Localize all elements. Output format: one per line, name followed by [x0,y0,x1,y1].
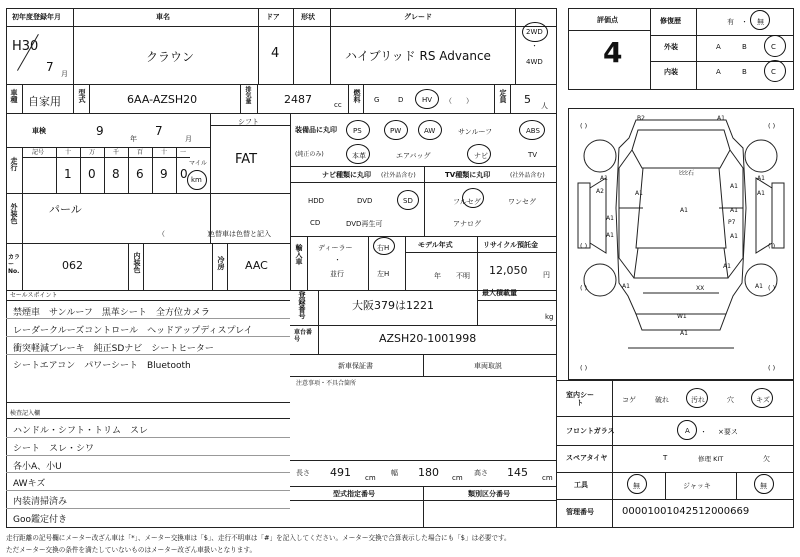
mark-a1-m10: A1 [755,283,763,290]
nav-dvd-play: DVD再生可 [346,220,383,228]
capacity-value: 5 [524,93,531,106]
mark-xx: XX [696,285,705,292]
sales-point-line-4: シートエアコン パワーシート Bluetooth [13,361,191,371]
color-no-label: カラーNo. [8,254,21,275]
drive-dot: ・ [531,42,538,50]
mark-a1-top: A1 [717,115,725,122]
mark-a1-m5: A1 [606,215,614,222]
spare-label: スペアタイヤ [566,454,608,462]
model-year-unknown: 不明 [456,272,470,280]
length-unit: cm [365,474,376,482]
import-dot: ・ [334,256,341,264]
equip-tv: TV [528,151,538,159]
glass-label: フロントガラス [566,427,615,435]
width-label: 幅 [391,469,398,477]
inspection-year-unit: 年 [130,135,137,143]
equip-abs: ABS [526,127,540,135]
interior-grade-label: 内装 [664,68,678,76]
svg-text:( ): ( ) [768,122,776,130]
car-name-label: 車名 [156,13,170,21]
import-right-h: 右H [377,244,390,252]
mark-a1-m6: A1 [606,232,614,239]
nav-sub: (社外品含む) [381,172,416,179]
equip-navi: ナビ [474,152,488,160]
model-value: 6AA-AZSH20 [127,93,198,106]
sales-points-label: セールスポイント [10,292,58,299]
management-label: 管理番号 [566,508,594,516]
plate-value: 大阪379は1221 [352,299,434,312]
mark-a1-rf: A1 [757,175,765,182]
spare-t: T [663,454,668,462]
tv-analog: アナログ [453,220,481,228]
length-value: 491 [330,466,351,479]
management-value: 0000100104251200066​9 [622,506,750,517]
inspection-month: 7 [155,124,163,138]
exterior-value: パール [49,203,82,216]
svg-text:( ): ( ) [580,122,588,130]
tv-label: TV種類に丸印 [445,171,491,179]
chassis-label: 車台番号 [294,329,313,343]
tv-fullseg: フルセグ [453,198,481,206]
model-year-label: モデル年式 [418,241,453,249]
displacement-unit: cc [334,101,342,109]
first-reg-month-unit: 月 [61,70,68,78]
mark-a1-r2: A1 [757,190,765,197]
glass-dot: ・ [700,428,707,436]
tv-oneseg: ワンセグ [508,198,536,206]
max-load-label: 最大積載量 [482,289,517,297]
mileage-digit-6: 0 [180,167,188,181]
seat-scratch: キズ [756,396,770,404]
grade-label: グレード [404,13,432,21]
seat-burn: コゲ [622,396,636,404]
mileage-label: 走行 [10,157,18,171]
equip-leather: 本革 [352,152,366,160]
unit-mile: マイル [189,160,207,167]
int-grade-b: B [742,68,747,76]
digit-header-4: 百 [137,149,144,156]
nav-sd: SD [403,197,413,205]
import-label: 輸入車 [295,244,303,265]
footer-line-1: 走行距離の記号欄にメーター改ざん車は「*」、メーター交換車は「$」、走行不明車は「#」を記入してください。メーター交換で合算表示した場合にも「$」は必要です。 [6,534,511,542]
inspector-line-2: シート スレ・シワ [13,444,95,454]
recycle-label: リサイクル預託金 [483,241,539,249]
shift-value: FAT [235,152,258,167]
digit-header-6: 一 [180,149,187,156]
nav-label: ナビ種類に丸印 [322,171,371,179]
max-load-unit: kg [545,313,554,321]
rating-label: 評価点 [597,16,618,24]
digit-header-2: 万 [89,149,96,156]
jack-label: ジャッキ [683,482,711,490]
seat-stain: 汚れ [691,396,705,404]
svg-text:( ): ( ) [580,284,588,292]
type-designation-label: 型式指定番号 [333,490,375,498]
exterior-note: 色替車は色替と記入 [208,230,271,238]
sales-point-line-1: 禁煙車 サンルーフ 黒革シート 全方位カメラ [13,308,210,318]
mark-a1-lf: A1 [600,175,608,182]
spare-kit: 修理 KIT [698,455,724,463]
glass-a: A [685,427,690,435]
glass-x: ×要ス [718,428,738,436]
color-no-value: 062 [62,259,83,272]
grade-value: ハイブリッド RS Advance [345,49,491,63]
caution-label: 注意事項・不具合箇所 [296,380,357,387]
inspector-line-4: AWキズ [13,479,46,489]
mileage-digit-4: 6 [136,167,144,181]
equip-pw: PW [390,127,402,135]
category-label: 車種 [10,89,18,103]
ext-grade-a: A [716,43,721,51]
import-left-h: 左H [377,270,390,278]
equipment-label: 装備品に丸印 [295,126,337,134]
spare-none: 欠 [763,455,770,463]
capacity-unit: 人 [541,102,548,110]
jack-value: 無 [760,482,767,490]
digit-header-5: 十 [161,149,168,156]
sales-point-line-2: レーダークルーズコントロール ヘッドアップディスプレイ [13,326,253,336]
shift-label: シフト [238,118,259,126]
inspector-line-1: ハンドル・シフト・トリム スレ [13,426,149,436]
capacity-label: 定員 [499,89,507,103]
repair-no: 無 [757,18,764,26]
circle-hv [415,89,439,109]
tools-value: 無 [633,482,640,490]
mileage-digit-3: 8 [112,167,120,181]
mileage-digit-1: 1 [64,167,72,181]
svg-text:( ): ( ) [768,364,776,372]
mark-a1-m8: A1 [723,263,731,270]
repair-dot: ・ [741,18,748,26]
car-name: クラウン [146,50,195,64]
inspection-month-unit: 月 [185,135,192,143]
model-label: 型式 [78,89,86,103]
digit-header-0: 記号 [32,149,45,156]
fuel-hv: HV [422,96,433,104]
mark-a1-m2: A1 [680,207,688,214]
svg-text:( ): ( ) [580,242,588,250]
mark-a1-m9: A1 [622,283,630,290]
digit-header-1: 十 [65,149,72,156]
seat-tear: 破れ [655,396,669,404]
svg-text:( ): ( ) [768,284,776,292]
footer-line-2: ただメーター交換の条件を満たしていないものはメーター改ざん車扱いとなります。 [6,546,257,554]
import-dealer: ディーラー [318,244,353,252]
fuel-other: （ ） [445,97,473,105]
exterior-grade-label: 外装 [664,43,678,51]
repair-label: 修復歴 [660,17,681,25]
ac-label: 冷房 [217,256,225,270]
fuel-g: G [374,96,380,104]
equipment-sub: (純正のみ) [295,151,324,158]
fuel-label: 燃料 [353,89,361,103]
tools-label: 工具 [574,481,588,489]
inspector-label: 検査記入欄 [10,410,41,417]
repair-yes: 有 [727,18,734,26]
width-value: 180 [418,466,439,479]
seat-label: 室内シート [566,391,594,407]
mark-a1-m4: A1 [730,207,738,214]
tv-sub: (社外品含む) [510,172,545,179]
int-grade-a: A [716,68,721,76]
digit-header-3: 千 [113,149,120,156]
nav-hdd: HDD [308,197,325,205]
inspection-label: 車検 [32,127,46,135]
ext-grade-b: B [742,43,747,51]
mark-w1: W1 [677,313,687,320]
door-label: ドア [266,13,280,21]
mark-a2: A2 [596,188,604,195]
fuel-d: D [398,96,404,104]
mileage-digit-5: 9 [160,167,168,181]
inspection-year: 9 [96,124,104,138]
chassis-value: AZSH20-1001998 [379,332,477,345]
nav-dvd: DVD [357,197,373,205]
width-unit: cm [452,474,463,482]
exterior-paren: （ ） [158,230,214,238]
ext-grade-c: C [771,43,776,51]
car-diagram-svg [568,108,794,380]
mark-chip: ﾋﾋﾋ石 [679,170,695,177]
interior-color-label: 内装色 [133,252,141,273]
equip-sunroof: サンルーフ [458,128,493,136]
inspector-line-6: Goo鑑定付き [13,515,67,525]
height-value: 145 [507,466,528,479]
mark-a1-m7: A1 [730,233,738,240]
equip-aw: AW [424,127,436,135]
height-unit: cm [542,474,553,482]
mark-b2: B2 [637,115,645,122]
displacement-value: 2487 [284,93,312,106]
int-grade-c: C [771,68,776,76]
unit-km: km [191,176,202,184]
nav-cd: CD [310,219,321,227]
owner-manual: 車両取説 [474,362,502,370]
mileage-digit-2: 0 [88,167,96,181]
first-reg-era: H30 [12,39,39,54]
shape-label: 形状 [301,13,315,21]
equip-airbag: エアバッグ [396,152,431,160]
mark-a1-m3: A1 [635,190,643,197]
plate-label: 登録番号 [298,291,306,319]
drive-2wd: 2WD [526,28,543,36]
rating-score: 4 [603,36,623,69]
new-warranty: 新車保証書 [338,362,373,370]
category-value: 自家用 [28,95,61,108]
svg-text:( ): ( ) [768,242,776,250]
svg-text:( ): ( ) [580,364,588,372]
seat-hole: 穴 [727,396,734,404]
mark-a1-bottom: A1 [680,330,688,337]
first-reg-month: 7 [46,60,54,74]
length-label: 長さ [296,469,310,477]
category-number-label: 類別区分番号 [468,490,510,498]
mark-p7: P7 [728,219,736,226]
exterior-label: 外装色 [10,203,18,224]
first-reg-label: 初年度登録年月 [12,13,61,21]
recycle-unit: 円 [543,271,550,279]
inspector-line-3: 各小A、小U [13,462,62,472]
inspector-line-5: 内装清掃済み [13,497,68,507]
equip-ps: PS [353,127,362,135]
displacement-label: 排気量 [244,86,251,104]
drive-4wd: 4WD [526,58,543,66]
door-count: 4 [271,46,280,61]
mark-a1-m1: A1 [730,183,738,190]
sales-point-line-3: 衝突軽減ブレーキ 純正SDナビ シートヒーター [13,344,214,354]
recycle-value: 12,050 [489,264,528,277]
model-year-unit: 年 [434,272,441,280]
ac-value: AAC [245,259,268,272]
height-label: 高さ [474,469,488,477]
import-parallel: 並行 [330,270,344,278]
